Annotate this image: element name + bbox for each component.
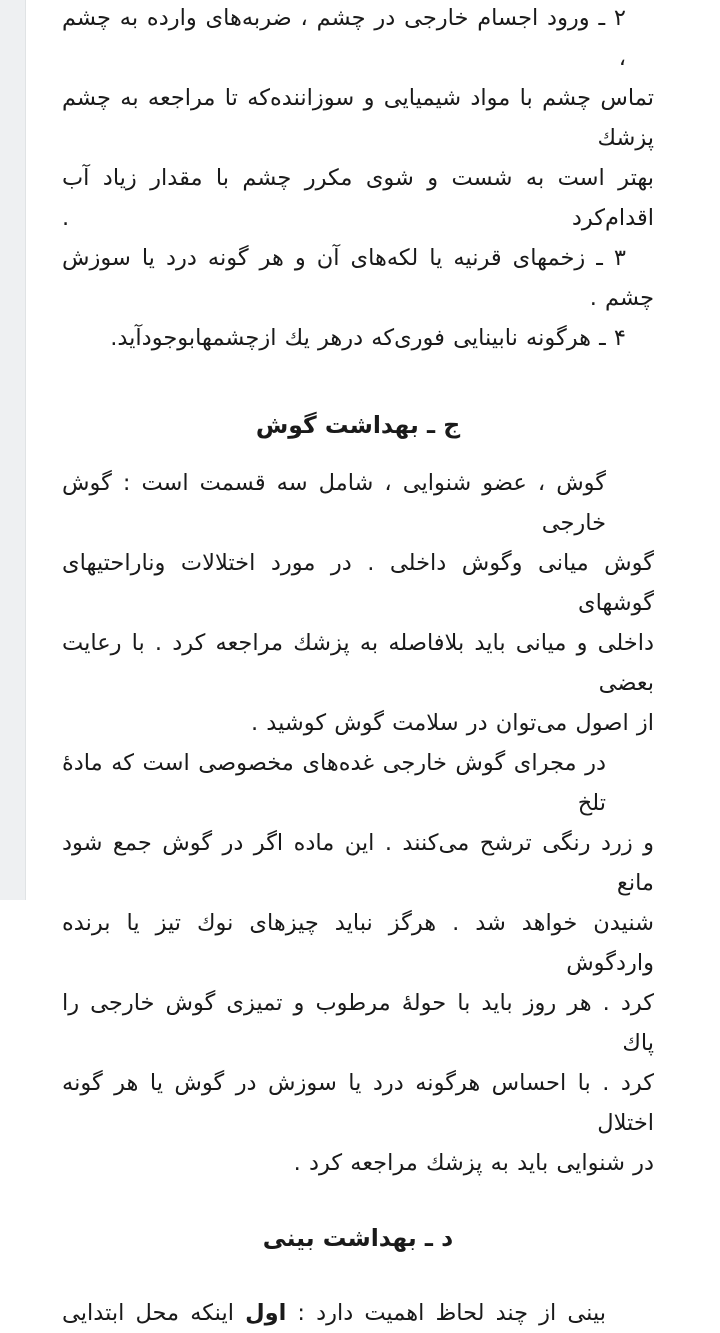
emphasized-word: اول — [245, 1300, 287, 1326]
text-line: داخلی و میانی باید بلافاصله به پزشك مراجعه کرد . با رعایت بعضی — [62, 630, 654, 696]
ear-paragraph-1 — [62, 463, 654, 743]
eye-item-3 — [62, 238, 654, 318]
text-segment: اینکه محل ابتدایی — [62, 1300, 246, 1326]
text-line — [62, 1293, 654, 1333]
eye-item-2 — [62, 0, 654, 238]
eye-item-4 — [62, 318, 654, 358]
text-line: شنیدن خواهد شد . هرگز نباید چیزهای نوك تیز یا برنده واردگوش — [62, 910, 654, 976]
text-line: ۳ ـ زخمهای قرنیه یا لکه‌های آن و هر گونه درد یا سوزش — [62, 245, 626, 271]
text-line: و زرد رنگی ترشح می‌کنند . این ماده اگر در گوش جمع شود مانع — [62, 830, 654, 896]
text-line: ۲ ـ ورود اجسام خارجی در چشم ، ضربه‌های وارده به چشم ، — [62, 5, 626, 71]
text-line: در شنوایی باید به پزشك مراجعه کرد . — [293, 1150, 654, 1176]
text-line: گوش میانی وگوش داخلی . در مورد اختلالات وناراحتیهای گوشهای — [62, 550, 654, 616]
text-line: تماس چشم با مواد شیمیایی و سوزاننده‌که تا مراجعه به چشم پزشك — [62, 85, 654, 151]
text-line: گوش ، عضو شنوایی ، شامل سه قسمت است : گوش خارجی — [62, 470, 606, 536]
ear-paragraph-2 — [62, 743, 654, 1183]
section-heading-nose: د ـ بهداشت بینی — [262, 1224, 454, 1252]
text-line: از اصول می‌توان در سلامت گوش کوشید . — [250, 710, 654, 736]
text-line: ۴ ـ هرگونه نابینایی فوری‌که درهر یك ازچشمهابوجودآید. — [110, 325, 626, 351]
text-segment: بینی از چند لحاظ اهمیت دارد : — [286, 1300, 606, 1326]
nose-paragraph-1 — [62, 1293, 654, 1333]
text-line: کرد . هر روز باید با حولهٔ مرطوب و تمیزی گوش خارجی را پاك — [62, 990, 654, 1056]
scanned-page-text — [62, 0, 654, 1333]
text-line: کرد . با احساس هرگونه درد یا سوزش در گوش یا هر گونه اختلال — [62, 1070, 654, 1136]
text-line: بهتر است به شست و شوی مکرر چشم با مقدار زیاد آب اقدام‌کرد . — [62, 165, 654, 231]
text-line: در مجرای گوش خارجی غده‌های مخصوصی است که مادهٔ تلخ — [62, 750, 606, 816]
section-heading-ear: ج ـ بهداشت گوش — [255, 411, 461, 439]
scan-edge-strip — [0, 0, 26, 900]
text-line: چشم . — [589, 285, 654, 311]
